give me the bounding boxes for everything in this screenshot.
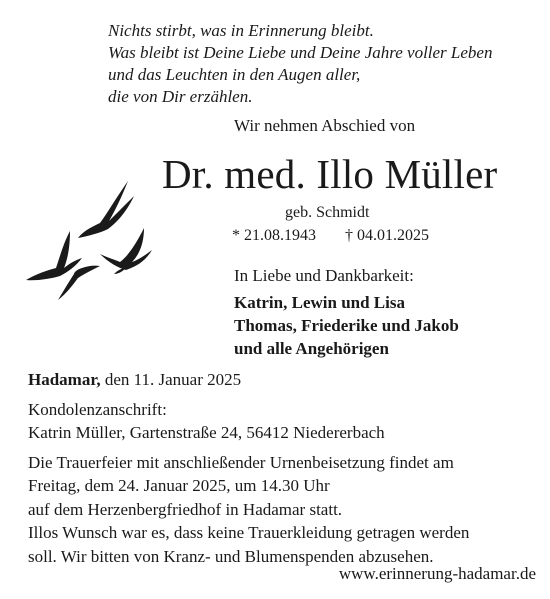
website-link[interactable]: www.erinnerung-hadamar.de (338, 564, 536, 583)
birth-name: geb. Schmidt (285, 204, 370, 221)
mourners-line: Thomas, Friederike und Jakob (234, 316, 459, 335)
mourners-line: und alle Angehörigen (234, 339, 389, 358)
condolence-label: Kondolenzanschrift: (28, 399, 167, 419)
poem-line: Nichts stirbt, was in Erinnerung bleibt. (108, 21, 374, 40)
notice-date: den 11. Januar 2025 (104, 370, 242, 389)
place-date-line (28, 368, 469, 392)
place: Hadamar, (28, 370, 101, 389)
condolence-address: Katrin Müller, Gartenstraße 24, 56412 Niedererbach (28, 423, 385, 442)
birth-date: * 21.08.1943 (232, 227, 316, 244)
ceremony-line: Illos Wunsch war es, dass keine Trauerkleidung getragen werden (28, 523, 470, 542)
mourners-list (234, 291, 459, 360)
ceremony-line: soll. Wir bitten von Kranz- und Blumenspenden abzusehen. (28, 546, 434, 566)
mourners-intro: In Liebe und Dankbarkeit: (234, 266, 414, 285)
deceased-name: Dr. med. Illo Müller (162, 151, 498, 197)
ceremony-line: Freitag, dem 24. Januar 2025, um 14.30 Uhr (28, 476, 330, 495)
poem (108, 20, 492, 108)
poem-line: und das Leuchten in den Augen aller, (108, 65, 361, 84)
mourners-line: Katrin, Lewin und Lisa (234, 293, 405, 312)
farewell-intro: Wir nehmen Abschied von (234, 116, 416, 135)
notice-details (28, 368, 469, 568)
poem-line: die von Dir erzählen. (108, 87, 253, 106)
death-date: † 04.01.2025 (345, 227, 429, 244)
ceremony-line: Die Trauerfeier mit anschließender Urnenbeisetzung findet am (28, 452, 454, 472)
ceremony-line: auf dem Herzenbergfriedhof in Hadamar statt. (28, 499, 343, 519)
poem-line: Was bleibt ist Deine Liebe und Deine Jahre voller Leben (108, 43, 493, 62)
flying-birds-icon (22, 176, 177, 311)
